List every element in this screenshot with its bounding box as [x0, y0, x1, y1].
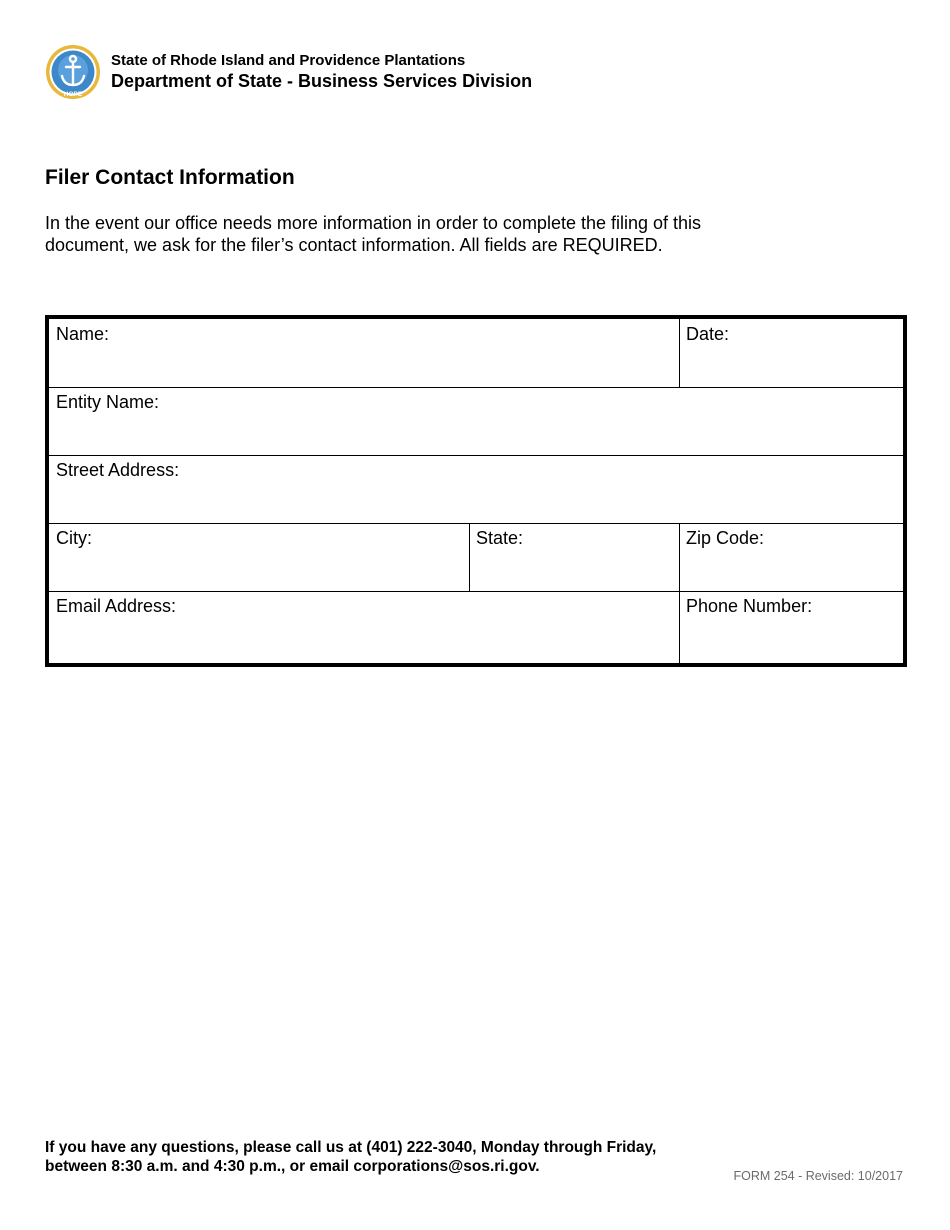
city-field[interactable]: [49, 523, 469, 591]
street-address-label: Street Address:: [56, 460, 180, 480]
email-address-field[interactable]: [49, 591, 679, 663]
phone-number-label: Phone Number:: [686, 596, 813, 616]
state-label: State:: [476, 528, 524, 548]
street-address-field[interactable]: [49, 455, 903, 523]
contact-note-line-2: between 8:30 a.m. and 4:30 p.m., or email corporations@sos.ri.gov.: [45, 1158, 540, 1175]
name-field[interactable]: [49, 319, 679, 387]
intro-line-1: In the event our office needs more information in order to complete the filing of this: [45, 213, 702, 233]
state-field[interactable]: [469, 523, 679, 591]
svg-text:HOPE: HOPE: [63, 91, 83, 98]
intro-paragraph: [45, 212, 765, 256]
date-field[interactable]: [679, 319, 903, 387]
city-label: City:: [56, 528, 92, 548]
contact-note-line-1: If you have any questions, please call us at (401) 222-3040, Monday through Friday,: [45, 1139, 657, 1156]
rhode-island-seal-icon: [45, 44, 101, 100]
name-label: Name:: [56, 324, 110, 344]
zip-code-field[interactable]: [679, 523, 903, 591]
form-revision-id: FORM 254 - Revised: 10/2017: [733, 1169, 903, 1183]
page-header: [45, 44, 665, 100]
entity-name-field[interactable]: [49, 387, 903, 455]
header-text: [111, 52, 532, 92]
phone-number-field[interactable]: [679, 591, 903, 663]
department-name: Department of State - Business Services Division: [111, 71, 533, 91]
entity-name-label: Entity Name:: [56, 392, 160, 412]
intro-line-2: document, we ask for the filer’s contact information. All fields are REQUIRED.: [45, 235, 663, 255]
contact-form: [45, 315, 907, 667]
state-name: State of Rhode Island and Providence Plantations: [111, 52, 466, 69]
email-address-label: Email Address:: [56, 596, 177, 616]
page-title: Filer Contact Information: [45, 166, 295, 189]
contact-note: [45, 1138, 656, 1176]
date-label: Date:: [686, 324, 730, 344]
zip-code-label: Zip Code:: [686, 528, 765, 548]
